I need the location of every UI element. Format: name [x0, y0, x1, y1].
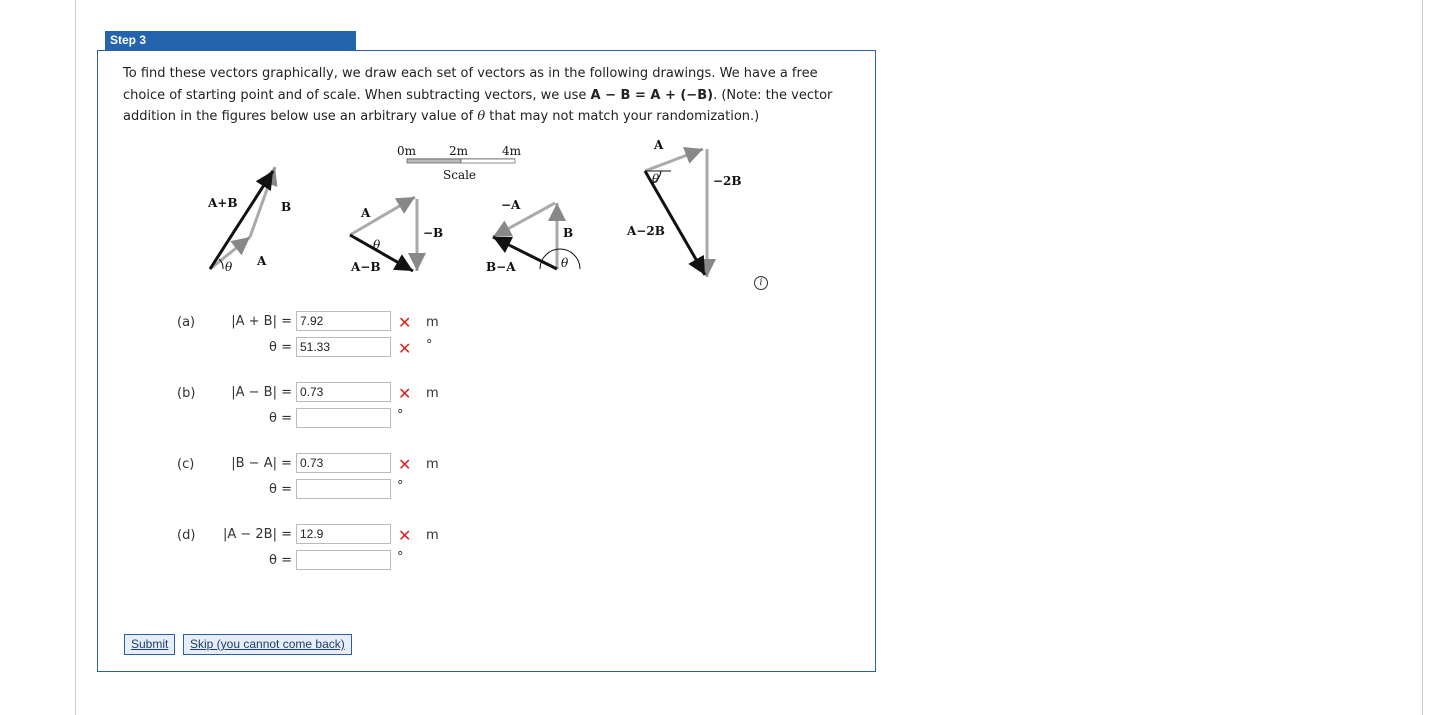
label-diff: A−2B	[627, 224, 665, 238]
scale-tick-2: 2m	[449, 144, 469, 158]
figure-b-minus-a	[486, 198, 580, 274]
label-theta: θ	[373, 238, 381, 252]
figure-a-minus-2b	[626, 138, 742, 277]
part-a-magnitude-wrong-icon: ✕	[398, 313, 412, 332]
part-b-theta-input[interactable]	[296, 408, 391, 428]
label-neg-b: −B	[423, 226, 444, 240]
scale-tick-4: 4m	[502, 144, 522, 158]
label-sum: A+B	[208, 196, 238, 210]
scale-bar	[397, 144, 522, 182]
page-right-border	[1422, 0, 1423, 715]
part-b-magnitude-unit: m	[426, 386, 439, 401]
part-a-theta-label: θ =	[269, 340, 292, 355]
part-d-magnitude-input[interactable]	[296, 524, 391, 544]
page-left-border	[75, 0, 76, 715]
part-d-magnitude-unit: m	[426, 528, 439, 543]
intro-line-1: To find these vectors graphically, we draw each set of vectors as in the following drawings. We have a free	[123, 66, 818, 81]
label-diff: A−B	[351, 260, 381, 274]
label-a: A	[361, 206, 371, 220]
part-a-magnitude-unit: m	[426, 315, 439, 330]
label-b: B	[281, 200, 292, 214]
scale-tick-0: 0m	[397, 144, 417, 158]
label-a: A	[654, 138, 664, 152]
info-icon[interactable]: i	[754, 276, 768, 290]
intro-line-2-text: choice of starting point and of scale. When subtracting vectors, we use	[123, 87, 591, 103]
part-c-theta-input[interactable]	[296, 479, 391, 499]
part-c-magnitude-label: |B − A| =	[231, 456, 292, 471]
part-c-magnitude-input[interactable]	[296, 453, 391, 473]
part-b-theta-label: θ =	[269, 411, 292, 426]
part-c-magnitude-unit: m	[426, 457, 439, 472]
part-d-label: (d)	[177, 528, 196, 543]
part-c-theta-label: θ =	[269, 482, 292, 497]
label-theta: θ	[561, 256, 569, 270]
label-theta: θ	[225, 260, 233, 274]
part-d-magnitude-wrong-icon: ✕	[398, 526, 412, 545]
part-d-theta-label: θ =	[269, 553, 292, 568]
intro-line-2	[123, 85, 848, 107]
part-a-label: (a)	[177, 315, 196, 330]
label-a: A	[257, 254, 267, 268]
vector-diff	[645, 171, 705, 275]
label-b: B	[563, 226, 574, 240]
part-d-theta-input[interactable]	[296, 550, 391, 570]
intro-line-2-tail: . (Note: the vector	[713, 87, 833, 103]
vector-equation: A − B = A + (−B)	[590, 87, 714, 103]
part-c-theta-unit: °	[397, 479, 404, 494]
part-a-theta-unit: °	[426, 338, 433, 353]
part-b-magnitude-label: |A − B| =	[231, 385, 292, 400]
part-b-magnitude-input[interactable]	[296, 382, 391, 402]
part-b-theta-unit: °	[397, 408, 404, 423]
step-header: Step 3	[105, 31, 356, 50]
part-a-theta-input[interactable]	[296, 337, 391, 357]
intro-line-3-tail: that may not match your randomization.)	[485, 109, 760, 124]
part-a-theta-wrong-icon: ✕	[398, 339, 412, 358]
part-d-theta-unit: °	[397, 550, 404, 565]
label-neg-a: −A	[501, 198, 521, 212]
skip-button[interactable]: Skip (you cannot come back)	[183, 634, 352, 655]
part-b-magnitude-wrong-icon: ✕	[398, 384, 412, 403]
figure-a-plus-b	[207, 167, 291, 274]
theta-symbol: θ	[477, 109, 486, 124]
intro-line-3-text: addition in the figures below use an arbitrary value of	[123, 109, 478, 124]
part-a-magnitude-input[interactable]	[296, 311, 391, 331]
scale-label: Scale	[443, 168, 477, 182]
figure-a-minus-b	[350, 197, 443, 274]
part-c-label: (c)	[177, 457, 195, 472]
part-d-magnitude-label: |A − 2B| =	[222, 527, 292, 542]
submit-button[interactable]: Submit	[124, 634, 175, 655]
intro-line-3	[123, 106, 848, 128]
vector-a	[350, 197, 415, 235]
vector-a	[645, 149, 703, 171]
label-theta: θ	[652, 172, 660, 186]
part-a-magnitude-label: |A + B| =	[231, 314, 292, 329]
vector-figures	[195, 135, 795, 295]
label-neg-2b: −2B	[713, 174, 742, 188]
intro-text	[123, 63, 848, 128]
part-b-label: (b)	[177, 386, 196, 401]
label-diff: B−A	[486, 260, 516, 274]
part-c-magnitude-wrong-icon: ✕	[398, 455, 412, 474]
